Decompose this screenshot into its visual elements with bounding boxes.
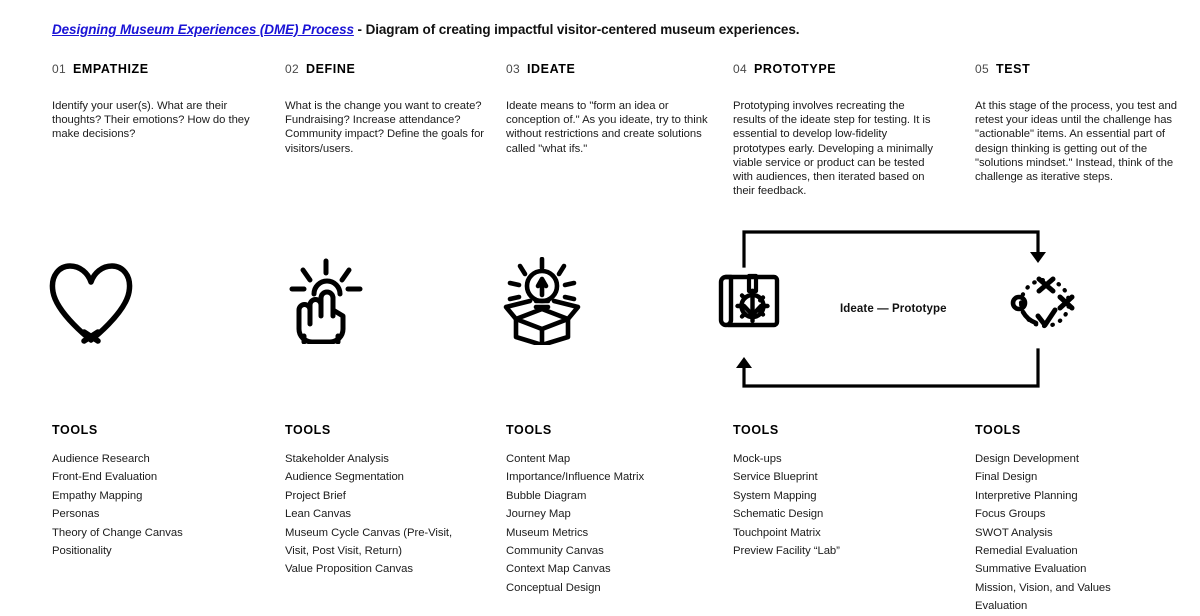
tool-item: Community Canvas [506,545,604,558]
tool-item: SWOT Analysis [975,526,1053,539]
step-number: 03 [506,62,520,76]
pointing-hand-tap-icon [286,258,396,353]
step-header-test [975,62,1030,76]
tool-item: Interpretive Planning [975,489,1078,502]
tools-list-define [285,450,495,579]
tool-item: System Mapping [733,489,817,502]
tools-heading-ideate: TOOLS [506,423,552,437]
step-number: 02 [285,62,299,76]
step-name: DEFINE [305,62,356,76]
step-number: 01 [52,62,66,76]
tool-item: Mock-ups [733,453,782,465]
step-number: 04 [733,62,747,76]
tool-item: Positionality [52,545,112,558]
tool-item: Conceptual Design [506,581,601,594]
step-header-ideate [506,62,575,76]
tools-list-ideate [506,450,716,597]
tool-item: Empathy Mapping [52,489,143,502]
tool-item: Service Blueprint [733,471,818,484]
step-name: TEST [995,62,1031,76]
tools-heading-define: TOOLS [285,423,331,437]
tool-item: Mission, Vision, and Values [975,581,1111,594]
tool-item: Project Brief [285,489,346,502]
tool-item: Personas [52,508,100,521]
dme-process-link[interactable]: Designing Museum Experiences (DME) Process [52,22,354,37]
step-description-define: What is the change you want to create? Fundraising? Increase attendance? Community impact? Define the goals for visitors/users. [285,100,485,155]
step-name: EMPATHIZE [72,62,149,76]
tool-item: Remedial Evaluation [975,545,1078,558]
step-name: IDEATE [526,62,576,76]
tool-item: Bubble Diagram [506,489,587,502]
tools-list-prototype [733,450,943,560]
tool-item: Front-End Evaluation [52,471,158,484]
step-header-empathize [52,62,149,76]
cycle-label: Ideate — Prototype [840,303,947,315]
tool-item: Museum Metrics [506,526,589,539]
tool-item: Journey Map [506,508,571,521]
page-title-subtitle: - Diagram of creating impactful visitor-centered museum experiences. [353,22,800,37]
tools-list-empathize [52,450,262,560]
tool-item: Importance/Influence Matrix [506,471,645,484]
tools-heading-prototype: TOOLS [733,423,779,437]
tools-heading-test: TOOLS [975,423,1021,437]
tool-item: Touchpoint Matrix [733,526,821,539]
tool-item: Audience Research [52,453,150,465]
step-header-prototype [733,62,836,76]
tool-item: Preview Facility “Lab” [733,545,840,558]
tool-item: Stakeholder Analysis [285,453,389,465]
tool-item: Value Proposition Canvas [285,563,413,576]
tool-item: Theory of Change Canvas [52,526,183,539]
tool-item: Context Map Canvas [506,563,611,576]
tools-heading-empathize: TOOLS [52,423,98,437]
tool-item: Evaluation [975,600,1028,613]
tool-item: Lean Canvas [285,508,352,521]
step-description-prototype: Prototyping involves recreating the results of the ideate step for testing. It is essential to develop low-fidelity prototypes early. Developing a minimally viable service or product can be tested with audiences, then iterated based on their feedback. [733,100,933,198]
tool-item: Schematic Design [733,508,824,521]
step-description-ideate: Ideate means to "form an idea or conception of." As you ideate, try to think without restrictions and create solutions called "what ifs." [506,100,708,155]
step-description-test: At this stage of the process, you test and retest your ideas until the challenge has "actionable" items. An essential part of design thinking is getting out of the "solutions mindset." Instead, think of the challenge as iterative steps. [975,100,1177,184]
tools-list-test [975,450,1185,616]
heart-icon [48,262,158,357]
tool-item: Final Design [975,471,1038,484]
tool-item: Summative Evaluation [975,563,1087,576]
lightbulb-in-box-icon [500,257,610,352]
step-header-define [285,62,355,76]
tool-item: Focus Groups [975,508,1046,521]
tool-item: Museum Cycle Canvas (Pre-Visit, [285,526,453,539]
step-number: 05 [975,62,989,76]
tool-item: Design Development [975,453,1079,465]
tool-item: Audience Segmentation [285,471,404,484]
step-name: PROTOTYPE [753,62,837,76]
tool-item: Content Map [506,453,571,465]
step-description-empathize: Identify your user(s). What are their thoughts? Their emotions? How do they make decisions? [52,100,250,141]
tool-item: Visit, Post Visit, Return) [285,545,402,558]
